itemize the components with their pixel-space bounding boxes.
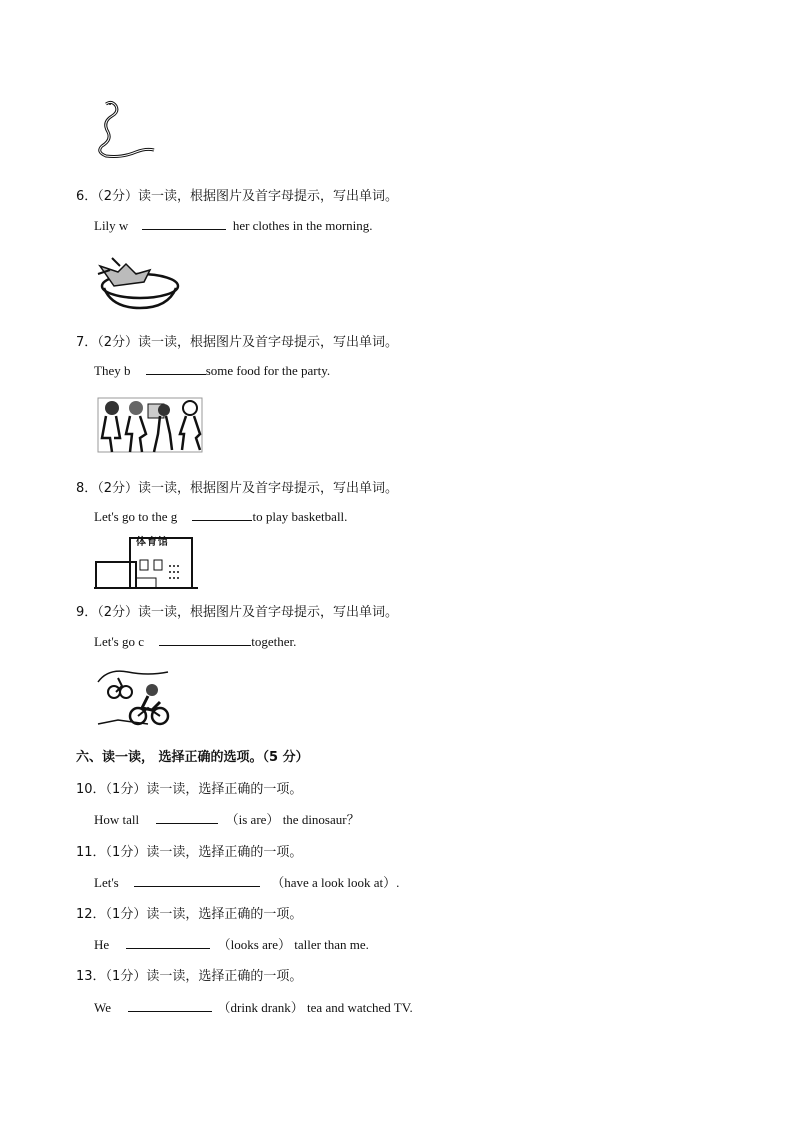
answer-blank[interactable] bbox=[126, 936, 210, 949]
answer-blank[interactable] bbox=[192, 508, 252, 521]
washing-basin-picture bbox=[92, 252, 184, 312]
sentence-start: He bbox=[94, 937, 110, 952]
answer-blank[interactable] bbox=[146, 362, 206, 375]
sentence-end: her clothes in the morning. bbox=[232, 218, 373, 233]
sentence-end: to play basketball. bbox=[252, 509, 348, 524]
sentence-start: Let's bbox=[94, 875, 119, 890]
question-11-sentence bbox=[94, 872, 399, 891]
sentence-end: the dinosaur？ bbox=[282, 812, 360, 827]
question-9-prompt: 9．（2分）读一读，根据图片及首字母提示，写出单词。 bbox=[76, 605, 399, 620]
cycling-picture bbox=[96, 662, 172, 730]
answer-choices: （drink drank） bbox=[217, 1000, 304, 1015]
snake-picture bbox=[92, 98, 162, 162]
sentence-start: Let's go to the g bbox=[94, 509, 178, 524]
answer-choices: （looks are） bbox=[217, 937, 291, 952]
sentence-start: Let's go c bbox=[94, 634, 144, 649]
sentence-end: some food for the party. bbox=[205, 363, 331, 378]
sentence-start: They b bbox=[94, 363, 131, 378]
gym-building-picture bbox=[94, 532, 198, 590]
answer-blank[interactable] bbox=[142, 217, 226, 230]
sentence-start: Lily w bbox=[94, 218, 129, 233]
sentence-start: We bbox=[94, 1000, 111, 1015]
answer-choices: （is are） bbox=[225, 812, 280, 827]
question-12-prompt: 12．（1分）读一读，选择正确的一项。 bbox=[76, 907, 303, 922]
question-9-sentence bbox=[94, 633, 296, 650]
question-8-prompt: 8．（2分）读一读，根据图片及首字母提示，写出单词。 bbox=[76, 481, 399, 496]
question-7-sentence bbox=[94, 362, 330, 379]
sentence-start: How tall bbox=[94, 812, 140, 827]
question-8-sentence bbox=[94, 508, 347, 525]
question-6-sentence bbox=[94, 217, 373, 234]
answer-choices: （have a look look at）. bbox=[271, 875, 400, 890]
question-7-prompt: 7．（2分）读一读，根据图片及首字母提示，写出单词。 bbox=[76, 335, 399, 350]
question-12-sentence bbox=[94, 934, 369, 953]
sentence-end: tea and watched TV. bbox=[307, 1000, 413, 1015]
question-11-prompt: 11．（1分）读一读，选择正确的一项。 bbox=[76, 845, 303, 860]
gym-sign: 体育馆 bbox=[136, 537, 169, 548]
answer-blank[interactable] bbox=[156, 811, 218, 824]
question-10-sentence bbox=[94, 809, 360, 828]
question-6-prompt: 6．（2分）读一读，根据图片及首字母提示，写出单词。 bbox=[76, 189, 399, 204]
sentence-end: together. bbox=[251, 634, 297, 649]
answer-blank[interactable] bbox=[128, 999, 212, 1012]
sentence-end: taller than me. bbox=[294, 937, 369, 952]
children-shopping-picture bbox=[96, 394, 206, 456]
section-6-heading: 六、读一读， 选择正确的选项。（5 分） bbox=[76, 750, 309, 765]
question-13-sentence bbox=[94, 997, 413, 1016]
question-13-prompt: 13．（1分）读一读，选择正确的一项。 bbox=[76, 969, 303, 984]
question-10-prompt: 10．（1分）读一读，选择正确的一项。 bbox=[76, 782, 303, 797]
answer-blank[interactable] bbox=[159, 633, 251, 646]
answer-blank[interactable] bbox=[134, 874, 260, 887]
